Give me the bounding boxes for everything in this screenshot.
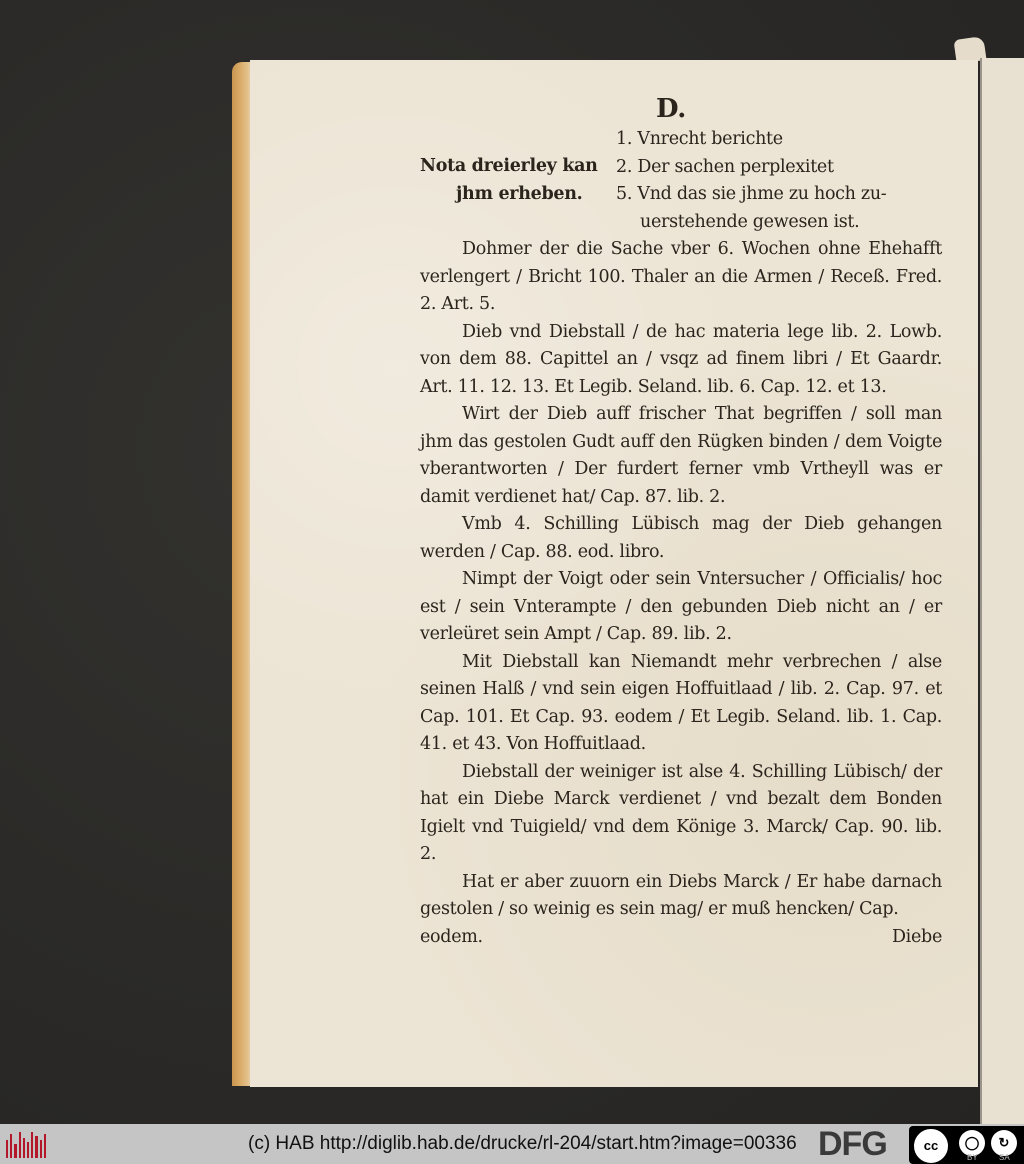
- nota-label-line: jhm erheben.: [456, 183, 583, 204]
- by-label: BY: [967, 1153, 978, 1162]
- paragraph: Diebstall der weiniger ist alse 4. Schilling Lübisch/ der hat ein Diebe Marck verdienet / vnd bezalt dem Bonden Igielt vnd Tuigield/ vnd dem Könige 3. Marck/ Cap. 90. lib. 2.: [420, 761, 942, 864]
- nota-item: 1. Vnrecht berichte: [616, 129, 783, 149]
- cc-icon: cc: [914, 1129, 948, 1163]
- letter-heading: D.: [655, 94, 687, 124]
- nota-label-line: Nota dreierley kan: [420, 156, 598, 176]
- page-text: [420, 92, 942, 951]
- cc-license-badge[interactable]: [909, 1126, 1024, 1164]
- hab-logo-icon: [6, 1130, 46, 1158]
- paragraph: Wirt der Dieb auff frischer That begriffen / soll man jhm das gestolen Gudt auff den Rügken binden / dem Voigte vberantworten / Der furdert ferner vmb Vrtheyll was er damit verdienet hat/ Cap. 87. lib. 2.: [420, 404, 942, 507]
- copyright-link[interactable]: (c) HAB http://diglib.hab.de/drucke/rl-204/start.htm?image=00336: [248, 1133, 797, 1154]
- paragraph: Hat er aber zuuorn ein Diebs Marck / Er habe darnach gestolen / so weinig es sein mag/ er muß hencken/ Cap.: [420, 871, 942, 919]
- attribution-icon: ◯: [959, 1130, 985, 1156]
- paragraph: Vmb 4. Schilling Lübisch mag der Dieb gehangen werden / Cap. 88. eod. libro.: [420, 514, 942, 562]
- share-alike-icon: ↻: [991, 1130, 1017, 1156]
- dfg-logo: DFG: [818, 1125, 887, 1163]
- adjacent-page-edge: [980, 58, 1024, 1124]
- sa-label: SA: [999, 1153, 1010, 1162]
- nota-bracket: [420, 126, 942, 236]
- paragraph: Nimpt der Voigt oder sein Vntersucher / Officialis/ hoc est / sein Vnterampte / den gebunden Dieb nicht an / er verleüret sein Ampt / Cap. 89. lib. 2.: [420, 569, 942, 644]
- nota-item: 5. Vnd das sie jhme zu hoch zu-: [616, 184, 887, 204]
- paragraph: Dieb vnd Diebstall / de hac materia lege lib. 2. Lowb. von dem 88. Capittel an / vsqz ad finem libri / Et Gaardr. Art. 11. 12. 13. Et Legib. Seland. lib. 6. Cap. 12. et 13.: [420, 321, 942, 397]
- nota-item: 2. Der sachen perplexitet: [616, 156, 834, 177]
- nota-items: [616, 126, 946, 236]
- last-line: [420, 924, 942, 952]
- paragraph: Mit Diebstall kan Niemandt mehr verbrechen / alse seinen Halß / vnd sein eigen Hoffuitlaad / lib. 2. Cap. 97. et Cap. 101. Et Cap. 93. eodem / Et Legib. Seland. lib. 1. Cap. 41. et 43. Von Hoffuitlaad.: [420, 651, 942, 754]
- footer-bar: [0, 1124, 1024, 1164]
- nota-label: [420, 153, 610, 208]
- nota-item-continuation: uerstehende gewesen ist.: [640, 211, 860, 232]
- catchword: Diebe: [891, 926, 942, 947]
- last-line-text: eodem.: [420, 926, 483, 947]
- paragraph: Dohmer der die Sache vber 6. Wochen ohne Ehehafft verlengert / Bricht 100. Thaler an die Armen / Receß. Fred. 2. Art. 5.: [420, 239, 942, 314]
